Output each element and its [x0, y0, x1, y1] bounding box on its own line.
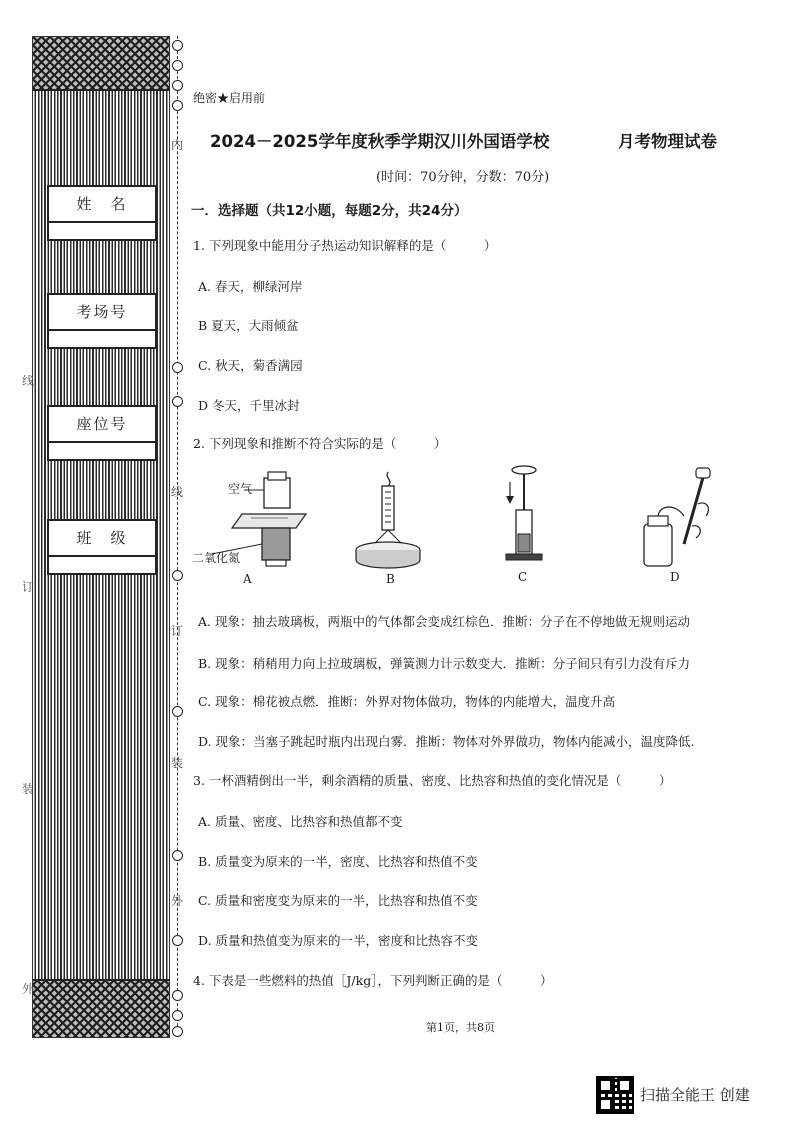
cut-char-line: 线 — [171, 485, 184, 499]
name-field-box — [47, 185, 157, 241]
exam-title-suffix: 月考物理试卷 — [618, 132, 717, 151]
seat-field-box — [47, 405, 157, 461]
binding-hole — [172, 396, 183, 407]
section-heading: 一．选择题（共12小题，每题2分，共24分） — [191, 203, 468, 219]
binding-hole — [172, 570, 183, 581]
left-char-bind: 装 — [22, 782, 35, 796]
figure-b-panel-label: B — [386, 572, 395, 586]
question-3-option-c: C. 质量和密度变为原来的一半，比热容和热值不变 — [198, 893, 478, 908]
question-2-stem: 2. 下列现象和推断不符合实际的是（ ） — [193, 436, 447, 451]
confidential-mark: 绝密★启用前 — [193, 91, 266, 105]
page-number: 第1页，共8页 — [426, 1021, 495, 1034]
exam-room-field-box — [47, 293, 157, 349]
scanner-watermark: 扫描全能王 创建 — [640, 1086, 750, 1104]
class-label: 班 级 — [76, 529, 128, 547]
question-1-option-a: A. 春天，柳绿河岸 — [198, 279, 303, 294]
name-underline — [49, 221, 155, 223]
question-3-option-b: B. 质量变为原来的一半，密度、比热容和热值不变 — [198, 854, 478, 869]
binding-strip — [32, 36, 170, 1038]
cut-char-bind: 装 — [171, 756, 184, 770]
question-3-stem: 3. 一杯酒精倒出一半，剩余酒精的质量、密度、比热容和热值的变化情况是（ ） — [193, 773, 672, 788]
binding-hole — [172, 60, 183, 71]
exam-time-score: (时间：70分钟，分数：70分) — [376, 170, 550, 185]
binding-pattern-top — [33, 37, 169, 91]
binding-hole — [172, 80, 183, 91]
question-2-option-a: A. 现象：抽去玻璃板，两瓶中的气体都会变成红棕色．推断：分子在不停地做无规则运动 — [198, 614, 690, 629]
qr-code-icon — [596, 1076, 634, 1114]
exam-room-label: 考场号 — [76, 303, 128, 321]
question-3-option-d: D. 质量和热值变为原来的一半，密度和比热容不变 — [198, 933, 479, 948]
cut-char-order: 订 — [171, 624, 184, 638]
binding-hole — [172, 1010, 183, 1021]
question-1-option-d: D 冬天，千里冰封 — [198, 398, 300, 413]
figure-a-no2-label: 二氧化氮 — [192, 551, 241, 565]
binding-hole — [172, 990, 183, 1001]
cut-char-inner: 内 — [171, 138, 184, 152]
left-char-line: 线 — [22, 374, 35, 388]
question-1-option-b: B 夏天，大雨倾盆 — [198, 318, 299, 333]
question-2-option-d: D. 现象：当塞子跳起时瓶内出现白雾．推断：物体对外界做功，物体内能减小，温度降低. — [198, 734, 695, 749]
question-3-option-a: A. 质量、密度、比热容和热值都不变 — [198, 814, 403, 829]
exam-title: 2024－2025学年度秋季学期汉川外国语学校 — [210, 132, 550, 151]
binding-hole — [172, 362, 183, 373]
binding-hole — [172, 40, 183, 51]
binding-pattern-bottom — [33, 979, 169, 1037]
figure-a-air-label: 空气 — [228, 482, 253, 496]
class-field-box — [47, 519, 157, 575]
figure-b-spring-scale — [354, 470, 434, 575]
binding-hole — [172, 850, 183, 861]
figure-d-bottle-pump — [636, 464, 716, 574]
figure-d-panel-label: D — [670, 570, 680, 584]
binding-hole — [172, 1026, 183, 1037]
figure-a-panel-label: A — [243, 572, 252, 586]
binding-hole — [172, 706, 183, 717]
seat-label: 座位号 — [76, 415, 128, 433]
class-underline — [49, 555, 155, 557]
figure-c-panel-label: C — [518, 570, 528, 584]
question-2-option-c: C. 现象：棉花被点燃．推断：外界对物体做功，物体的内能增大，温度升高 — [198, 694, 616, 709]
question-1-option-c: C. 秋天，菊香满园 — [198, 358, 303, 373]
question-2-option-b: B. 现象：稍稍用力向上拉玻璃板，弹簧测力计示数变大．推断：分子间只有引力没有斥力 — [198, 656, 691, 671]
exam-room-underline — [49, 329, 155, 331]
figure-c-piston — [500, 464, 550, 574]
cut-line — [177, 36, 178, 1036]
question-4-stem: 4. 下表是一些燃料的热值［J/kg］，下列判断正确的是（ ） — [193, 973, 553, 988]
binding-hole — [172, 100, 183, 111]
left-char-order: 订 — [22, 580, 35, 594]
cut-char-outer: 外 — [171, 894, 184, 908]
seat-underline — [49, 441, 155, 443]
binding-hole — [172, 935, 183, 946]
question-1-stem: 1. 下列现象中能用分子热运动知识解释的是（ ） — [193, 238, 497, 253]
left-char-outer: 外 — [22, 982, 35, 996]
name-label: 姓 名 — [76, 195, 128, 213]
